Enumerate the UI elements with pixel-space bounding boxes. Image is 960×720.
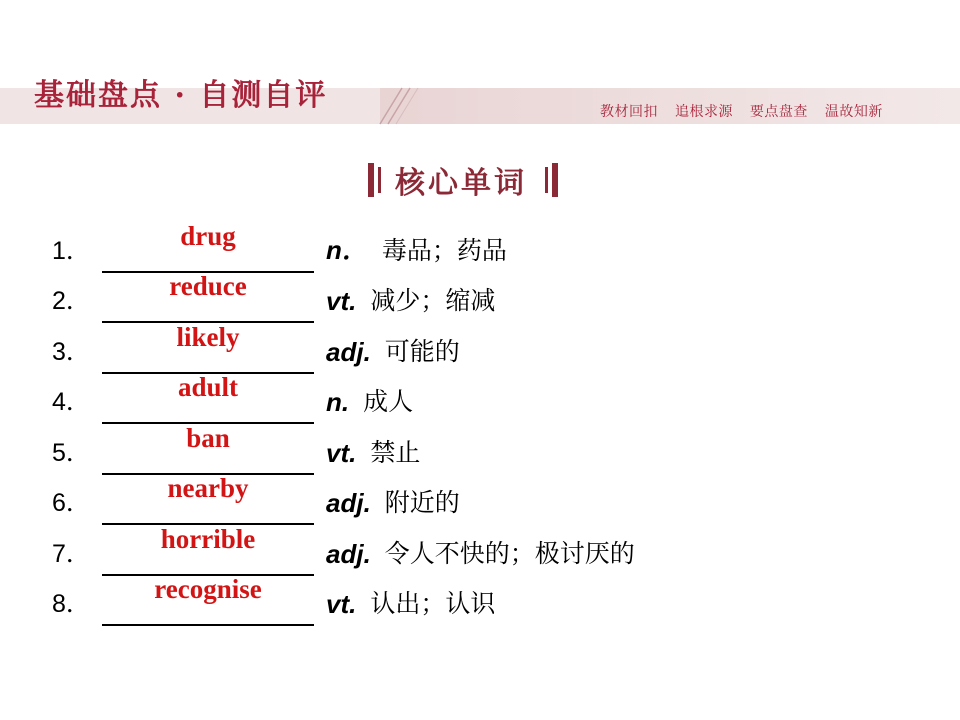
heading-bar-right-thin: [545, 167, 548, 193]
list-item: [52, 525, 932, 576]
answer-blank: [102, 271, 314, 323]
part-of-speech: adj.: [326, 336, 371, 367]
list-item: [52, 222, 932, 273]
meaning: 禁止: [370, 437, 421, 467]
meaning: 令人不快的；极讨厌的: [384, 538, 635, 568]
answer-blank: [102, 523, 314, 576]
subtitle-item: 要点盘查: [749, 104, 808, 120]
list-item: [52, 576, 932, 627]
answer-word: ban: [186, 422, 230, 453]
header-subtitle: [600, 101, 895, 121]
answer-word: horrible: [160, 523, 256, 554]
part-of-speech: adj.: [326, 488, 371, 518]
item-number: 1．: [52, 236, 91, 265]
part-of-speech: vt.: [326, 286, 357, 316]
answer-blank: [102, 220, 314, 273]
answer-blank: [102, 574, 314, 626]
item-number: 8．: [52, 590, 91, 618]
answer-word: likely: [176, 321, 240, 352]
meaning: 减少；缩减: [370, 286, 496, 315]
answer-blank: [102, 321, 314, 374]
header-divider-lines: [372, 86, 432, 126]
list-item: [52, 424, 932, 475]
vocab-list: [52, 222, 932, 626]
answer-word: nearby: [167, 473, 249, 503]
item-number: 7．: [52, 539, 91, 568]
part-of-speech: n．: [326, 234, 368, 265]
item-number: 4．: [52, 388, 91, 416]
subtitle-item: 温故知新: [824, 104, 883, 120]
meaning: 附近的: [384, 488, 460, 517]
item-number: 2．: [52, 287, 91, 315]
meaning: 毒品；药品: [381, 235, 507, 265]
list-item: [52, 475, 932, 526]
heading-bar-left-thick: [368, 163, 374, 197]
part-of-speech: n.: [326, 387, 350, 417]
subtitle-item: 教材回扣: [600, 104, 658, 120]
answer-blank: [102, 422, 314, 475]
answer-word: reduce: [169, 271, 247, 301]
heading-bar-left-thin: [378, 167, 381, 193]
answer-blank: [102, 473, 314, 525]
page-title: 基础盘点 · 自测自评: [34, 78, 328, 113]
answer-word: recognise: [154, 574, 262, 604]
item-number: 5．: [52, 438, 91, 467]
answer-word: drug: [180, 220, 236, 251]
subtitle-item: 追根求源: [674, 104, 733, 120]
list-item: [52, 374, 932, 425]
answer-word: adult: [177, 372, 239, 402]
section-title: 核心单词: [395, 166, 527, 201]
part-of-speech: vt.: [326, 589, 357, 619]
meaning: 认出；认识: [370, 589, 496, 618]
answer-blank: [102, 372, 314, 424]
list-item: [52, 323, 932, 374]
section-heading: [368, 160, 558, 200]
part-of-speech: vt.: [326, 437, 357, 468]
item-number: 6．: [52, 489, 91, 517]
part-of-speech: adj.: [326, 538, 371, 569]
heading-bar-right-thick: [552, 163, 558, 197]
meaning: 成人: [363, 387, 414, 416]
list-item: [52, 273, 932, 324]
meaning: 可能的: [384, 336, 460, 366]
item-number: 3．: [52, 337, 91, 366]
